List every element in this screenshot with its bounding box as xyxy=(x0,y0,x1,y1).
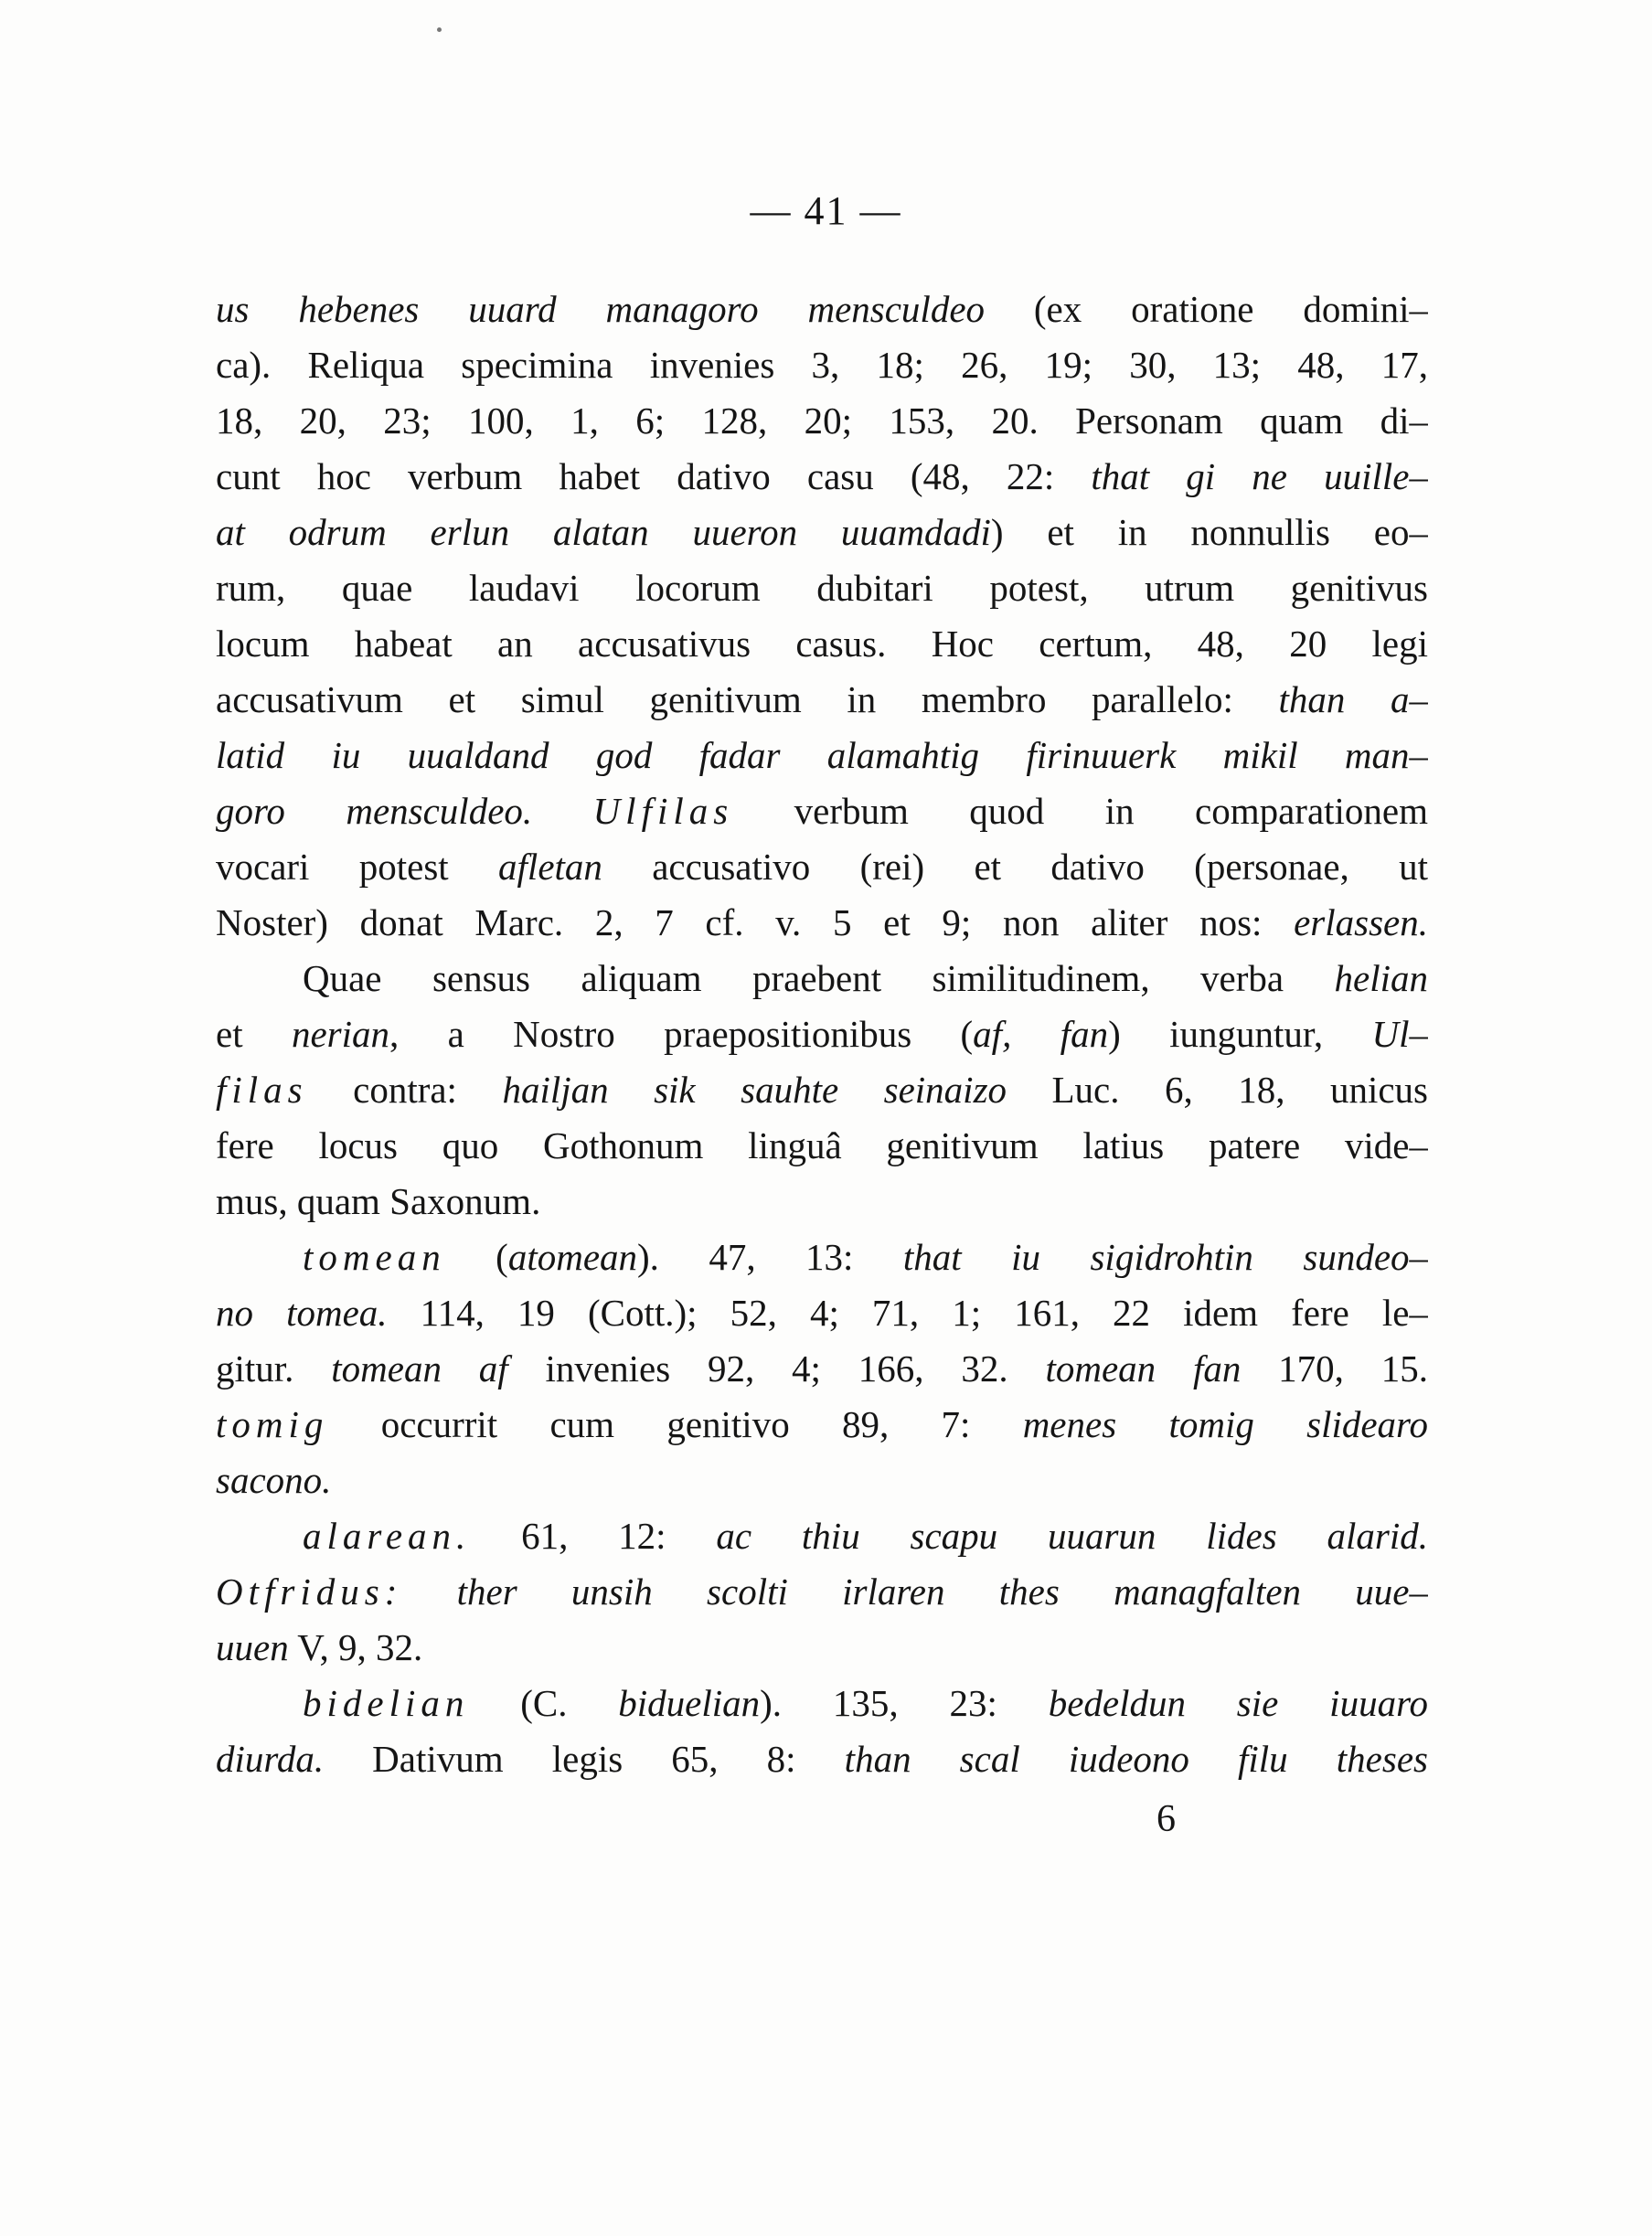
text-line xyxy=(216,728,1428,783)
latin-text: V, 9, 32. xyxy=(288,1626,423,1668)
latin-text: ) iunguntur, xyxy=(1108,1013,1372,1055)
citation: no tomea. xyxy=(216,1292,388,1334)
citation: sacono. xyxy=(216,1459,332,1501)
text-line xyxy=(216,1118,1428,1174)
text-line xyxy=(216,393,1428,449)
citation: diurda. xyxy=(216,1738,325,1780)
latin-text: ). 135, 23: xyxy=(760,1682,1049,1724)
citation: erlassen. xyxy=(1294,901,1428,943)
headword: tomig xyxy=(216,1403,329,1445)
citation: tomean af xyxy=(331,1347,508,1390)
headword: tomean xyxy=(303,1236,446,1278)
citation: bedeldun sie iuuaro xyxy=(1048,1682,1428,1724)
text-line xyxy=(216,1731,1428,1787)
latin-text: Quae sensus aliquam praebent similitudinem, verba xyxy=(303,957,1335,999)
citation: than scal iudeono filu theses xyxy=(844,1738,1428,1780)
latin-text: invenies 92, 4; 166, 32. xyxy=(507,1347,1046,1390)
citation: ther unsih scolti irlaren thes managfalten uue– xyxy=(456,1571,1428,1613)
latin-text: verbum quod in comparationem xyxy=(733,790,1428,832)
author-name: filas xyxy=(216,1069,308,1111)
latin-text: 170, 15. xyxy=(1241,1347,1428,1390)
latin-text: contra: xyxy=(307,1069,503,1111)
citation: nerian xyxy=(291,1013,389,1055)
latin-text: gitur. xyxy=(216,1347,332,1390)
text-line xyxy=(216,1341,1428,1397)
latin-text: Dativum legis 65, 8: xyxy=(324,1738,845,1780)
body-text xyxy=(216,282,1428,1787)
text-line xyxy=(216,449,1428,505)
space xyxy=(402,1571,456,1613)
text-line xyxy=(216,505,1428,560)
latin-text: rum, quae laudavi locorum dubitari potest, utrum genitivus xyxy=(216,567,1428,609)
citation: hailjan sik sauhte seinaizo xyxy=(502,1069,1007,1111)
gothic-citation: us hebenes uuard managoro mensculdeo xyxy=(216,288,986,330)
author-name: Ul– xyxy=(1371,1013,1428,1055)
citation: af, fan xyxy=(973,1013,1109,1055)
latin-text: (C. xyxy=(469,1682,619,1724)
citation: uuen xyxy=(216,1626,289,1668)
text-line xyxy=(216,839,1428,895)
text-line xyxy=(216,672,1428,728)
headword: bidelian xyxy=(303,1682,470,1724)
citation: goro mensculdeo. xyxy=(216,790,533,832)
latin-text: accusativo (rei) et dativo (personae, ut xyxy=(602,846,1428,888)
text-line xyxy=(216,282,1428,337)
text-line xyxy=(216,560,1428,616)
citation: than a– xyxy=(1278,678,1428,720)
latin-text: Luc. 6, 18, unicus xyxy=(1007,1069,1428,1111)
text-line xyxy=(216,1285,1428,1341)
page-number-header: — 41 — xyxy=(750,188,902,233)
latin-text: fere locus quo Gothonum linguâ genitivum latius patere vide– xyxy=(216,1124,1428,1166)
latin-text: (ex oratione domini– xyxy=(985,288,1428,330)
citation: afletan xyxy=(498,846,602,888)
latin-text: ) et in nonnullis eo– xyxy=(990,511,1428,553)
text-line xyxy=(216,1062,1428,1118)
text-line xyxy=(216,1006,1428,1062)
citation: biduelian xyxy=(618,1682,761,1724)
latin-text: locum habeat an accusativus casus. Hoc certum, 48, 20 legi xyxy=(216,623,1428,665)
latin-text: mus, quam Saxonum. xyxy=(216,1180,541,1222)
citation: tomean fan xyxy=(1045,1347,1242,1390)
text-line xyxy=(216,895,1428,951)
latin-text: ). 47, 13: xyxy=(637,1236,903,1278)
text-line xyxy=(216,616,1428,672)
citation: ac thiu scapu uuarun lides alarid. xyxy=(716,1515,1428,1557)
citation: latid iu uualdand god fadar alamahtig firinuuerk mikil man– xyxy=(216,734,1428,776)
citation: helian xyxy=(1334,957,1428,999)
latin-text: Noster) donat Marc. 2, 7 cf. v. 5 et 9; non aliter nos: xyxy=(216,901,1295,943)
latin-text: 18, 20, 23; 100, 1, 6; 128, 20; 153, 20. Personam quam di– xyxy=(216,399,1428,442)
text-line xyxy=(216,1174,1428,1230)
text-line xyxy=(216,1453,1428,1508)
text-line xyxy=(216,337,1428,393)
latin-text: ( xyxy=(445,1236,508,1278)
latin-text: occurrit cum genitivo 89, 7: xyxy=(328,1403,1023,1445)
text-line xyxy=(216,951,1428,1006)
latin-text: vocari potest xyxy=(216,846,499,888)
text-line xyxy=(216,1508,1428,1564)
citation: atomean xyxy=(507,1236,638,1278)
ink-speck xyxy=(437,27,442,32)
text-line xyxy=(216,1230,1428,1285)
latin-text: accusativum et simul genitivum in membro parallelo: xyxy=(216,678,1279,720)
author-name: Otfridus: xyxy=(216,1571,403,1613)
latin-text: et xyxy=(216,1013,292,1055)
signature-mark: 6 xyxy=(1156,1798,1176,1840)
author-name: Ulfilas xyxy=(592,790,734,832)
headword: alarean. xyxy=(303,1515,472,1557)
space xyxy=(532,790,592,832)
text-line xyxy=(216,1620,1428,1676)
citation: menes tomig slidearo xyxy=(1022,1403,1428,1445)
text-line xyxy=(216,1676,1428,1731)
citation: that gi ne uuille– xyxy=(1091,455,1428,497)
citation: at odrum erlun alatan uueron uuamdadi xyxy=(216,511,991,553)
latin-text: 61, 12: xyxy=(471,1515,717,1557)
text-line xyxy=(216,1397,1428,1453)
text-line xyxy=(216,1564,1428,1620)
latin-text: ca). Reliqua specimina invenies 3, 18; 26, 19; 30, 13; 48, 17, xyxy=(216,344,1428,386)
citation: that iu sigidrohtin sundeo– xyxy=(902,1236,1428,1278)
latin-text: 114, 19 (Cott.); 52, 4; 71, 1; 161, 22 idem fere le– xyxy=(387,1292,1428,1334)
text-line xyxy=(216,783,1428,839)
latin-text: cunt hoc verbum habet dativo casu (48, 22: xyxy=(216,455,1092,497)
latin-text: , a Nostro praepositionibus ( xyxy=(389,1013,974,1055)
